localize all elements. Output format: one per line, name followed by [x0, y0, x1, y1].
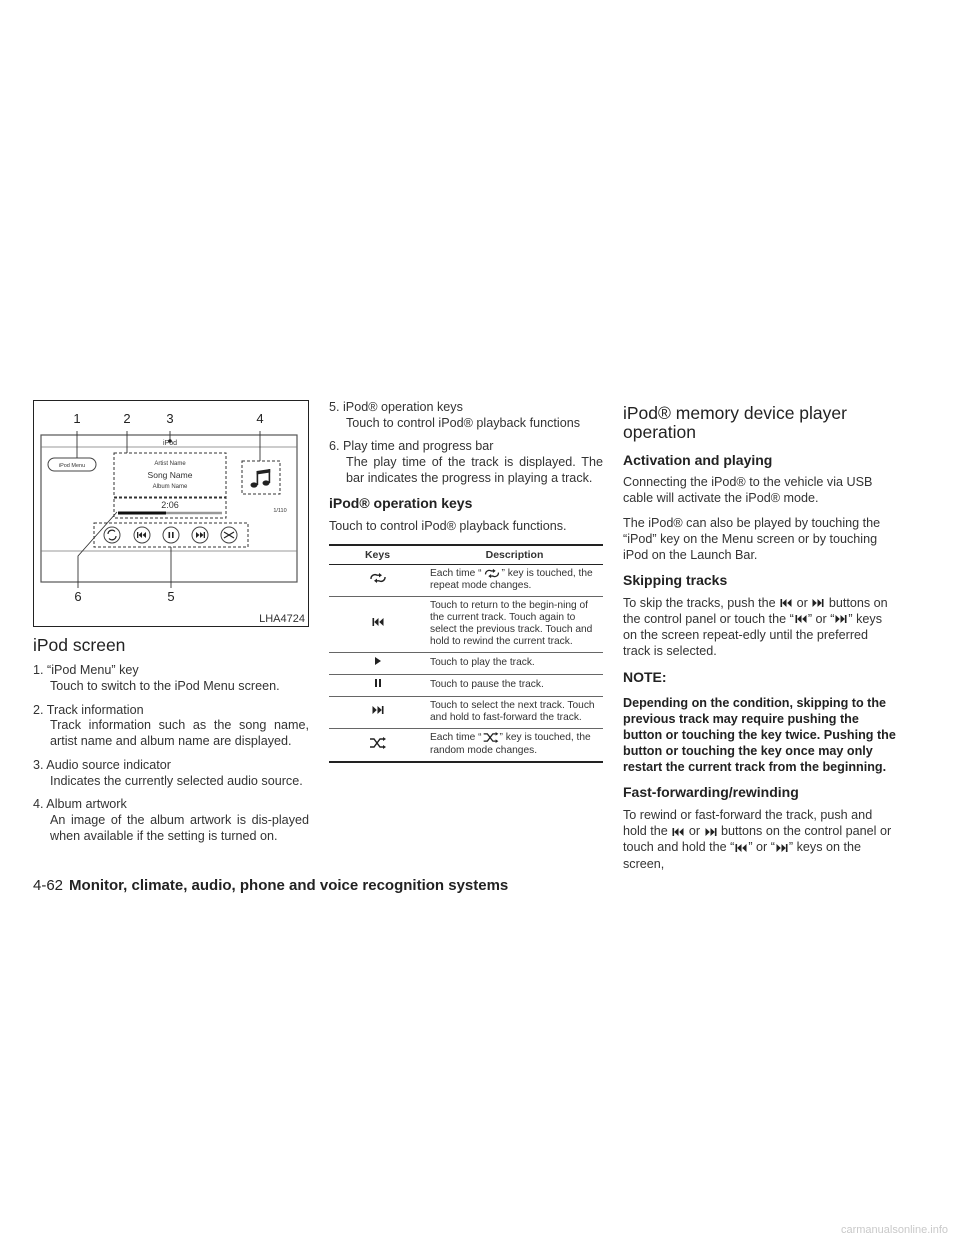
paragraph-activation-menu: The iPod® can also be played by touching the “iPod” key on the Menu screen or by touching iPod on the Launch Bar.	[623, 515, 881, 562]
next-track-icon	[704, 827, 718, 837]
list-item	[33, 758, 309, 789]
column-1	[33, 400, 309, 853]
column-header-keys: Keys	[329, 545, 426, 565]
table-row	[329, 729, 603, 762]
callout-6: 6	[74, 589, 82, 604]
next-track-icon	[834, 614, 848, 624]
table-header-row	[329, 545, 603, 565]
ipod-screen-illustration	[34, 401, 310, 628]
list-item-body: An image of the album artwork is dis-played when available if the setting is turned on.	[50, 813, 309, 843]
previous-track-icon	[779, 598, 793, 608]
next-track-icon	[775, 843, 789, 853]
figure-previous-icon	[137, 532, 146, 538]
callout-2: 2	[123, 411, 131, 426]
subheading-activation: Activation and playing	[623, 451, 773, 468]
table-cell-description	[426, 729, 603, 762]
screen-title: iPod	[162, 440, 178, 447]
note-text: Depending on the condition, skipping to the previous track may require pushing the button or touching the key twice. Pushing the button or touching the key once may only restart the current track from the beginning.	[623, 695, 896, 775]
table-cell-description: Touch to select the next track. Touch and hold to fast-forward the track.	[426, 697, 603, 729]
column-3	[623, 400, 897, 872]
text-run: ” keys on the screen repeat-edly until the preferred track is selected.	[623, 611, 883, 658]
text-run: or	[796, 595, 808, 610]
description-text: ” key is touched, the repeat mode changes.	[430, 568, 593, 592]
operation-keys-table	[329, 544, 603, 763]
section-heading-ipod-screen: iPod screen	[33, 635, 126, 655]
album-name: Album Name	[152, 484, 188, 490]
list-item-title: 6. Play time and progress bar	[329, 439, 494, 454]
list-item-title: 3. Audio source indicator	[33, 757, 171, 772]
next-track-icon	[372, 705, 384, 715]
table-row	[329, 675, 603, 697]
watermark: carmanualsonline.info	[840, 1224, 948, 1236]
subheading-fast-forward: Fast-forwarding/rewinding	[623, 784, 799, 801]
previous-track-icon	[794, 614, 808, 624]
paragraph-skipping	[623, 595, 897, 659]
list-item	[329, 400, 603, 431]
section-heading-operation-keys: iPod® operation keys	[329, 494, 473, 511]
list-item-title: 1. “iPod Menu” key	[33, 663, 139, 678]
previous-track-icon	[734, 843, 748, 853]
figure-next-icon	[196, 532, 205, 538]
repeat-icon	[482, 568, 502, 579]
list-item-body: Touch to control iPod® playback functions	[346, 415, 580, 430]
list-item	[33, 703, 309, 750]
track-count: 1/110	[273, 508, 287, 514]
figure-repeat-icon	[108, 530, 116, 540]
artist-name: Artist Name	[154, 461, 186, 467]
paragraph-activation-usb: Connecting the iPod® to the vehicle via USB cable will activate the iPod® mode.	[623, 475, 873, 506]
list-item	[33, 663, 309, 694]
operation-keys-intro: Touch to control iPod® playback functions.	[329, 519, 567, 534]
play-icon	[374, 656, 382, 666]
table-cell-description	[426, 564, 603, 596]
song-name: Song Name	[147, 470, 193, 480]
table-cell-description: Touch to return to the begin-ning of the current track. Touch again to select the previous track. Touch and hold to rewind the current track.	[426, 597, 603, 653]
text-run: To skip the tracks, push the	[623, 595, 776, 610]
text-run: ” or “	[748, 840, 775, 855]
previous-track-icon	[372, 617, 384, 627]
page-footer	[33, 877, 508, 894]
table-cell-description: Touch to play the track.	[426, 653, 603, 675]
paragraph-fast-forward	[623, 807, 897, 871]
text-run: ” or “	[807, 611, 835, 626]
list-item	[33, 797, 309, 844]
table-row	[329, 597, 603, 653]
shuffle-icon	[369, 737, 387, 749]
previous-track-icon	[671, 827, 685, 837]
pause-icon	[374, 678, 382, 688]
shuffle-icon	[482, 732, 500, 743]
figure-pause-icon	[169, 532, 174, 538]
column-2	[329, 400, 603, 763]
table-cell-description: Touch to pause the track.	[426, 675, 603, 697]
subheading-skipping: Skipping tracks	[623, 571, 728, 588]
list-item-body: Touch to switch to the iPod Menu screen.	[50, 678, 280, 693]
list-item	[329, 439, 603, 486]
repeat-icon	[368, 572, 388, 584]
chapter-title: Monitor, climate, audio, phone and voice recognition systems	[69, 877, 509, 894]
section-heading-memory-device: iPod® memory device player operation	[623, 403, 847, 443]
note-label: NOTE:	[623, 669, 667, 686]
list-item-body: The play time of the track is displayed. The bar indicates the progress in playing a track.	[346, 455, 603, 485]
next-track-icon	[811, 598, 825, 608]
ipod-screen-figure	[33, 400, 309, 627]
play-time: 2:06	[161, 500, 179, 510]
text-run: buttons on the control panel or touch and hold the “	[623, 824, 892, 855]
figure-shuffle-icon	[224, 532, 234, 538]
text-run: To rewind or fast-forward the track, push and hold the	[623, 808, 873, 839]
list-item-title: 2. Track information	[33, 702, 144, 717]
ipod-menu-key: iPod Menu	[58, 463, 86, 469]
column-header-description: Description	[426, 545, 603, 565]
table-row	[329, 564, 603, 596]
list-item-body: Track information such as the song name, artist name and album name are displayed.	[50, 718, 309, 749]
callout-1: 1	[73, 411, 81, 426]
ipod-screen-list	[33, 663, 309, 844]
callout-4: 4	[256, 411, 264, 426]
callout-5: 5	[167, 589, 175, 604]
text-run: buttons on the control panel or touch the “	[623, 595, 888, 626]
list-item-body: Indicates the currently selected audio source.	[50, 773, 303, 788]
table-row	[329, 653, 603, 675]
music-note-icon	[251, 469, 271, 488]
text-run: ” keys on the screen,	[623, 840, 862, 871]
figure-code: LHA4724	[259, 613, 305, 625]
description-text: Each time “	[430, 732, 482, 744]
callout-3: 3	[166, 411, 174, 426]
description-text: Each time “	[430, 568, 482, 580]
text-run: or	[688, 824, 701, 839]
table-row	[329, 697, 603, 729]
description-text: ” key is touched, the random mode changes.	[430, 732, 591, 756]
list-item-title: 5. iPod® operation keys	[329, 400, 463, 414]
list-item-title: 4. Album artwork	[33, 797, 127, 812]
page-number: 4-62	[33, 877, 64, 894]
